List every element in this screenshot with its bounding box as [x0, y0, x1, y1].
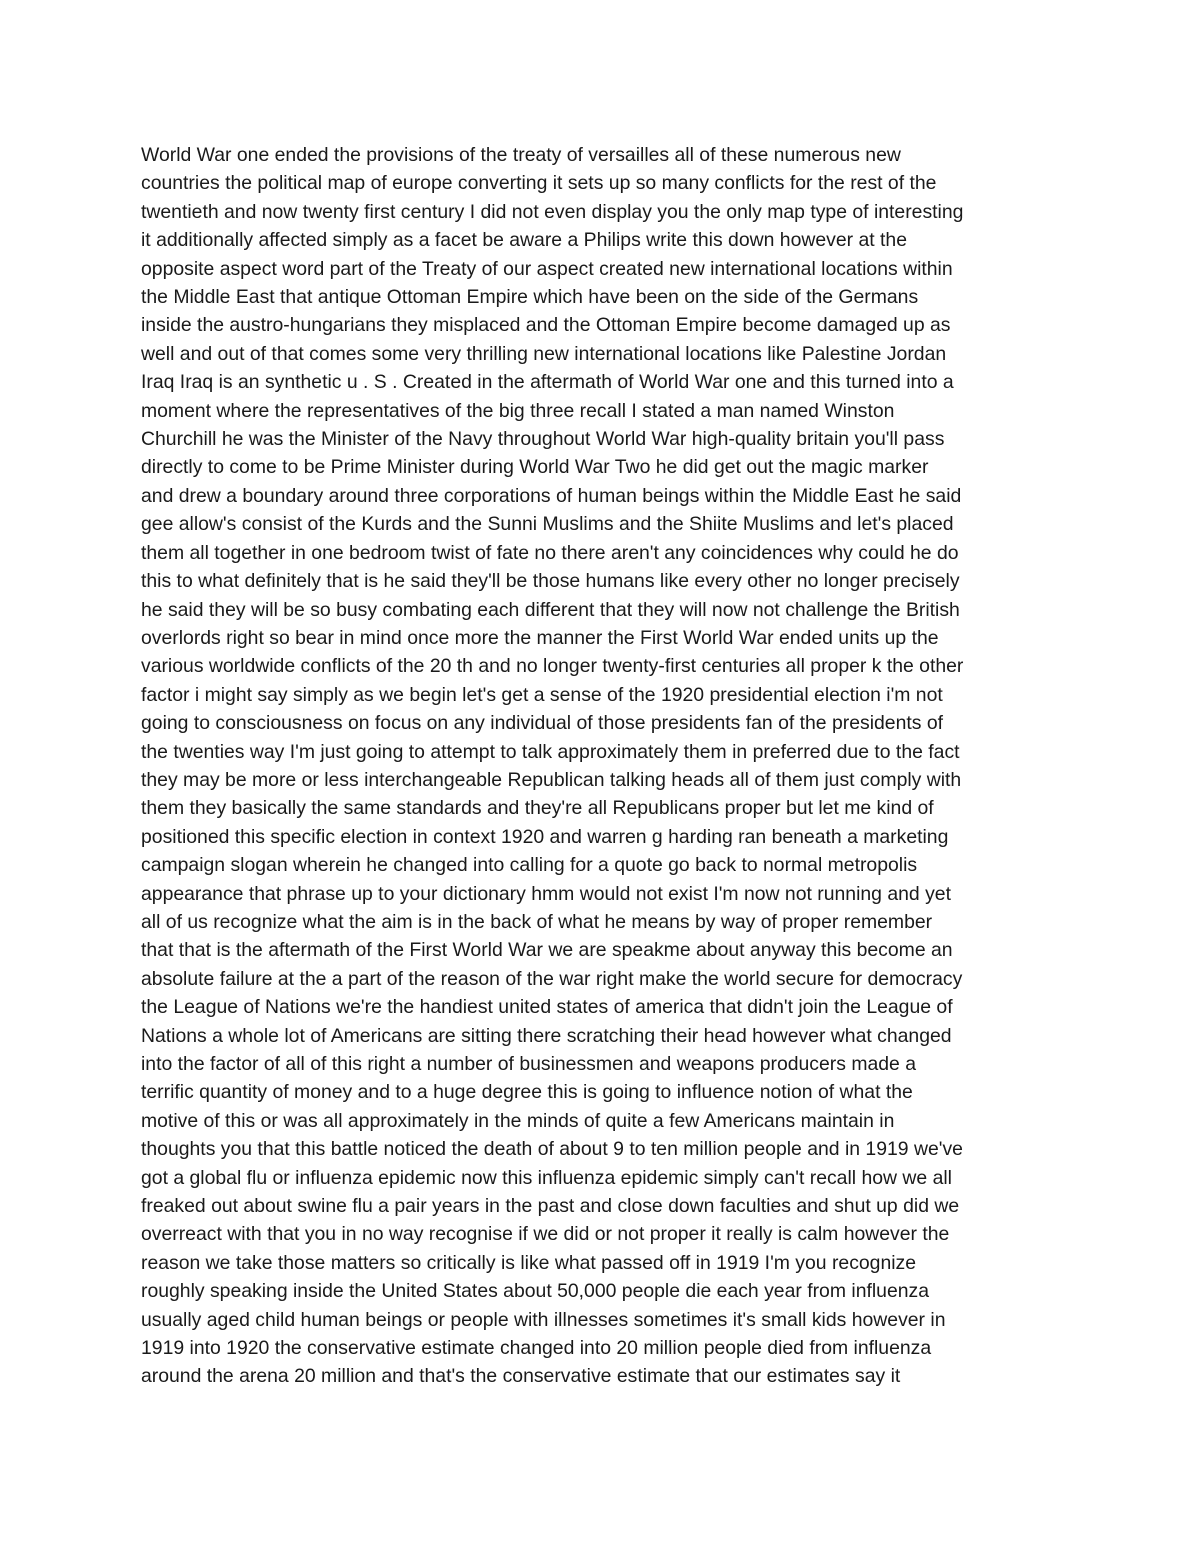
- text-line: he said they will be so busy combating each different that they will now not challenge the British: [141, 598, 960, 621]
- text-line: this to what definitely that is he said they'll be those humans like every other no longer precisely: [141, 570, 960, 593]
- text-line: going to consciousness on focus on any individual of those presidents fan of the presidents of: [141, 712, 943, 735]
- text-line: the twenties way I'm just going to attempt to talk approximately them in preferred due to the fact: [141, 740, 960, 763]
- text-line: factor i might say simply as we begin let's get a sense of the 1920 presidential election i'm not: [141, 683, 943, 706]
- text-line: Nations a whole lot of Americans are sitting there scratching their head however what changed: [141, 1024, 952, 1047]
- text-line: reason we take those matters so critically is like what passed off in 1919 I'm you recognize: [141, 1251, 917, 1274]
- text-line: overlords right so bear in mind once more the manner the First World War ended units up the: [141, 626, 939, 649]
- text-line: World War one ended the provisions of the treaty of versailles all of these numerous new: [141, 144, 901, 166]
- text-line: twentieth and now twenty first century I did not even display you the only map type of interesting: [141, 200, 964, 223]
- text-line: well and out of that comes some very thrilling new international locations like Palestine Jordan: [141, 342, 947, 365]
- text-line: opposite aspect word part of the Treaty of our aspect created new international locations within: [141, 257, 953, 280]
- text-line: got a global flu or influenza epidemic now this influenza epidemic simply can't recall how we all: [141, 1166, 952, 1189]
- text-line: all of us recognize what the aim is in the back of what he means by way of proper remember: [141, 910, 933, 933]
- text-line: overreact with that you in no way recognise if we did or not proper it really is calm however the: [141, 1223, 950, 1246]
- text-line: the League of Nations we're the handiest united states of america that didn't join the League of: [141, 996, 953, 1019]
- text-line: inside the austro-hungarians they misplaced and the Ottoman Empire become damaged up as: [141, 314, 951, 337]
- text-line: motive of this or was all approximately in the minds of quite a few Americans maintain in: [141, 1109, 895, 1132]
- text-line: positioned this specific election in context 1920 and warren g harding ran beneath a marketing: [141, 825, 949, 848]
- text-line: appearance that phrase up to your dictionary hmm would not exist I'm now not running and yet: [141, 882, 951, 905]
- text-line: 1919 into 1920 the conservative estimate changed into 20 million people died from influenza: [141, 1337, 932, 1360]
- text-line: gee allow's consist of the Kurds and the Sunni Muslims and the Shiite Muslims and let's placed: [141, 513, 954, 536]
- text-line: moment where the representatives of the big three recall I stated a man named Winston: [141, 399, 895, 422]
- text-line: thoughts you that this battle noticed the death of about 9 to ten million people and in 1919 we've: [141, 1138, 963, 1161]
- body-text: [141, 141, 1081, 1391]
- text-line: that that is the aftermath of the First World War we are speakme about anyway this become an: [141, 939, 953, 962]
- text-line: them all together in one bedroom twist of fate no there aren't any coincidences why could he do: [141, 541, 959, 564]
- text-line: Iraq Iraq is an synthetic u . S . Created in the aftermath of World War one and this turned into a: [141, 371, 954, 394]
- text-line: roughly speaking inside the United States about 50,000 people die each year from influenza: [141, 1280, 930, 1303]
- text-line: into the factor of all of this right a number of businessmen and weapons producers made a: [141, 1053, 916, 1075]
- text-line: and drew a boundary around three corporations of human beings within the Middle East he said: [141, 484, 962, 507]
- text-line: usually aged child human beings or people with illnesses sometimes it's small kids however in: [141, 1308, 946, 1331]
- text-line: Churchill he was the Minister of the Navy throughout World War high-quality britain you'll pass: [141, 428, 945, 451]
- text-line: they may be more or less interchangeable Republican talking heads all of them just comply with: [141, 768, 962, 791]
- text-line: campaign slogan wherein he changed into calling for a quote go back to normal metropolis: [141, 854, 918, 877]
- text-line: countries the political map of europe converting it sets up so many conflicts for the rest of the: [141, 172, 937, 195]
- text-line: terrific quantity of money and to a huge degree this is going to influence notion of what the: [141, 1081, 913, 1104]
- text-line: it additionally affected simply as a facet be aware a Philips write this down however at the: [141, 229, 907, 252]
- text-line: them they basically the same standards and they're all Republicans proper but let me kind of: [141, 797, 934, 820]
- text-line: the Middle East that antique Ottoman Empire which have been on the side of the Germans: [141, 286, 919, 309]
- text-line: freaked out about swine flu a pair years in the past and close down faculties and shut up did we: [141, 1195, 960, 1218]
- text-line: directly to come to be Prime Minister during World War Two he did get out the magic marker: [141, 456, 929, 479]
- text-line: around the arena 20 million and that's the conservative estimate that our estimates say it: [141, 1365, 901, 1388]
- text-line: various worldwide conflicts of the 20 th and no longer twenty-first centuries all proper k the other: [141, 655, 964, 678]
- text-line: absolute failure at the a part of the reason of the war right make the world secure for democracy: [141, 967, 963, 990]
